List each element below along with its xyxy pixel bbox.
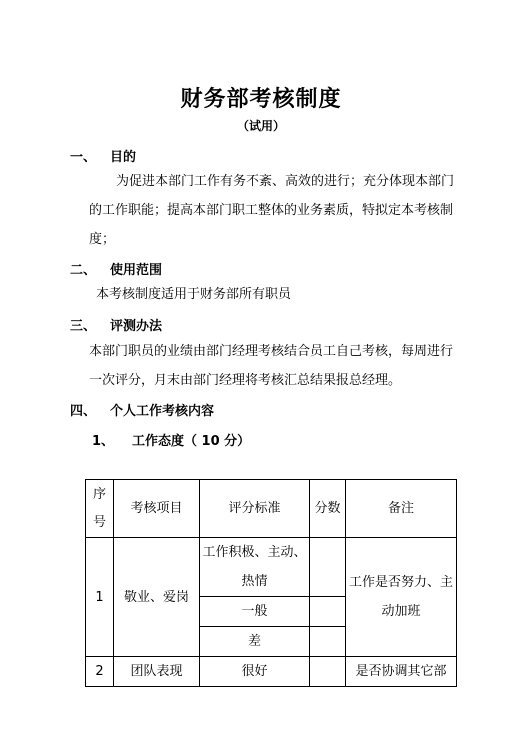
page-subtitle: （试用） bbox=[236, 119, 285, 133]
paragraph-line: 为促进本部门工作有务不紊、高效的进行；充分体现本部门 bbox=[116, 174, 455, 189]
section-heading-method: 三、 评测办法 bbox=[70, 319, 163, 334]
table-header-cell: 备注 bbox=[346, 480, 457, 538]
table-row bbox=[86, 657, 457, 687]
section-heading-purpose: 一、 目的 bbox=[70, 150, 137, 165]
table-cell-standard: 工作积极、主动、热情 bbox=[200, 538, 310, 597]
table-cell-item: 敬业、爱岗 bbox=[114, 538, 200, 657]
paragraph-line: 的工作职能；提高本部门职工整体的业务素质，特拟定本考核制 bbox=[89, 203, 454, 218]
table-header-cell: 序号 bbox=[86, 480, 114, 538]
table-cell-remark: 工作是否努力、主动加班 bbox=[346, 538, 457, 657]
table-cell-score bbox=[310, 597, 346, 627]
table-cell-score bbox=[310, 627, 346, 657]
table-header-cell: 考核项目 bbox=[114, 480, 200, 538]
section-heading-content: 四、 个人工作考核内容 bbox=[70, 404, 215, 419]
assessment-table bbox=[85, 479, 457, 687]
table-cell-standard: 一般 bbox=[200, 597, 310, 627]
paragraph-line: 本考核制度适用于财务部所有职员 bbox=[96, 287, 292, 302]
table-cell-seq: 1 bbox=[86, 538, 114, 657]
table-header-cell: 分数 bbox=[310, 480, 346, 538]
table-header-cell: 评分标准 bbox=[200, 480, 310, 538]
table-row bbox=[86, 538, 457, 597]
paragraph-line: 度； bbox=[89, 232, 116, 247]
paragraph-line: 一次评分，月末由部门经理将考核汇总结果报总经理。 bbox=[89, 373, 402, 388]
section-heading-scope: 二、 使用范围 bbox=[70, 263, 163, 278]
table-cell-item: 团队表现 bbox=[114, 657, 200, 687]
table-cell-standard: 很好 bbox=[200, 657, 310, 687]
table-cell-standard: 差 bbox=[200, 627, 310, 657]
table-cell-seq: 2 bbox=[86, 657, 114, 687]
page-title: 财务部考核制度 bbox=[180, 87, 342, 112]
table-header-row bbox=[86, 480, 457, 538]
paragraph-line: 本部门职员的业绩由部门经理考核结合员工自己考核，每周进行 bbox=[89, 344, 454, 359]
table-cell-score bbox=[310, 657, 346, 687]
table-cell-remark: 是否协调其它部 bbox=[346, 657, 457, 687]
subsection-heading-attitude: 1、 工作态度（ 10 分） bbox=[92, 434, 251, 449]
table-cell-score bbox=[310, 538, 346, 597]
